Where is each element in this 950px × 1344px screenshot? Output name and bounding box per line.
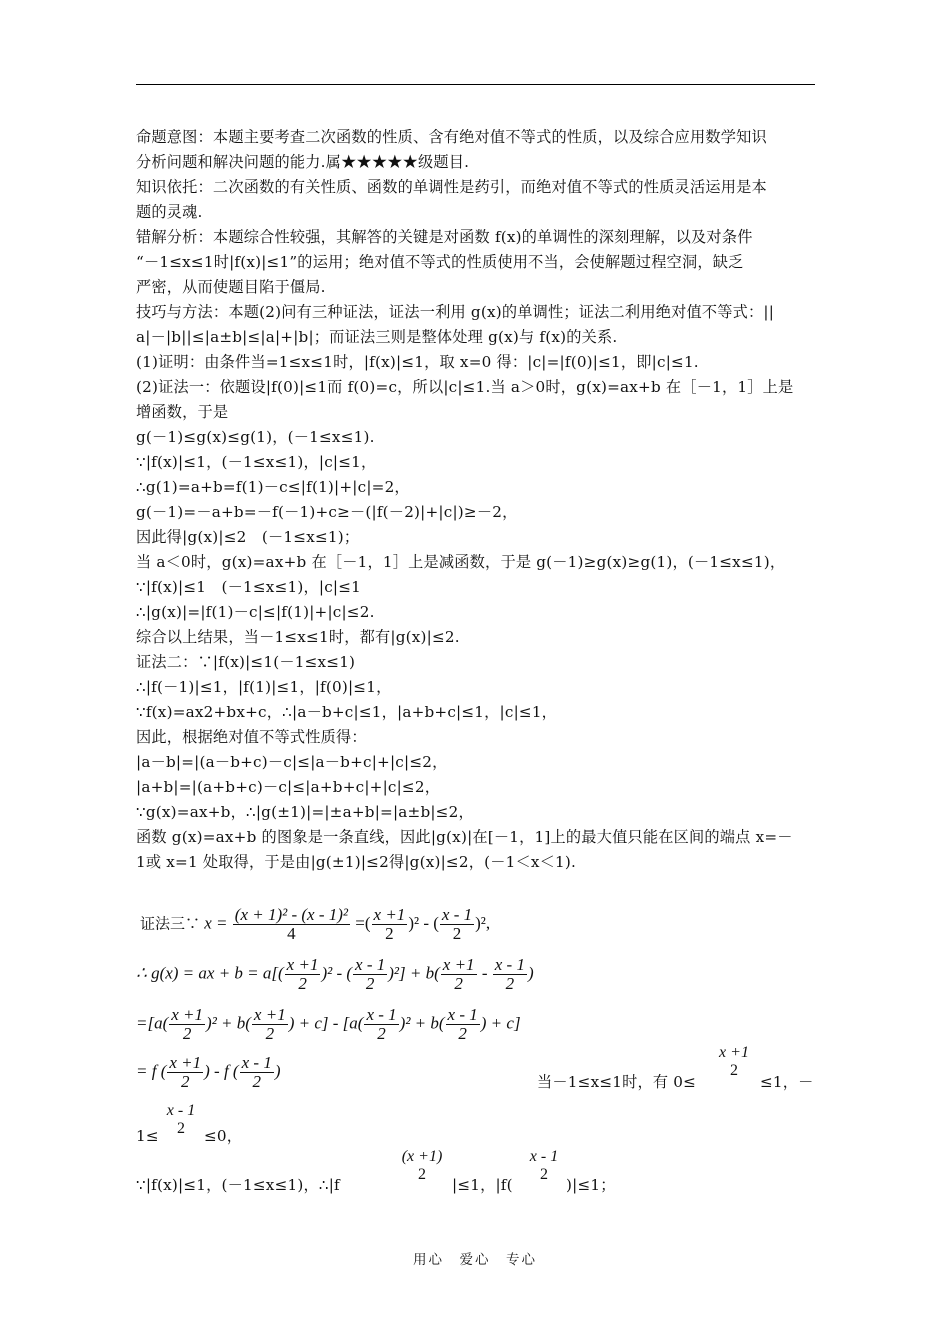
text-line: 知识依托：二次函数的有关性质、函数的单调性是药引，而绝对值不等式的性质灵活运用是本 — [136, 178, 767, 196]
text-line: 错解分析：本题综合性较强，其解答的关键是对函数 f(x)的单调性的深刻理解，以及对条件 — [136, 228, 753, 246]
text-line: 命题意图：本题主要考查二次函数的性质、含有绝对值不等式的性质，以及综合应用数学知识 — [136, 128, 767, 146]
header-rule — [136, 84, 815, 85]
text-line: 因此得|g(x)|≤2 (－1≤x≤1)； — [136, 528, 360, 546]
text-line: 证法二：∵|f(x)|≤1(－1≤x≤1) — [136, 653, 356, 671]
text-line: a|－|b||≤|a±b|≤|a|+|b|；而证法三则是整体处理 g(x)与 f(x)的关系. — [136, 328, 618, 346]
frac-f-x-plus-1-over-2: (x +1) 2 — [401, 1148, 443, 1183]
text-line: 函数 g(x)=ax+b 的图象是一条直线，因此|g(x)|在[－1，1]上的最大值只能在区间的端点 x=－ — [136, 828, 793, 846]
text-line: 当 a＜0时，g(x)=ax+b 在［－1，1］上是减函数，于是 g(－1)≥g(x)≥g(1)，(－1≤x≤1)， — [136, 553, 786, 571]
text-line: g(－1)=－a+b=－f(－1)+c≥－(|f(－2)|+|c|)≥－2， — [136, 503, 518, 521]
proof3-eq1: 证法三∵ x = $\frac{\text{(x + 1)² - (x - 1)²}}{4}$ =( $\frac{x +1}{2}$ )² - ( $\frac{x - 1}{2}$ )², — [140, 905, 491, 943]
page-footer: 用心 爱心 专心 — [413, 1252, 537, 1268]
text-line: g(－1)≤g(x)≤g(1)，(－1≤x≤1). — [136, 428, 375, 446]
text-line: |a+b|=|(a+b+c)－c|≤|a+b+c|+|c|≤2， — [136, 778, 441, 796]
text-line: ∴|f(－1)|≤1，|f(1)|≤1，|f(0)|≤1， — [136, 678, 392, 696]
text-line: ∵f(x)=ax2+bx+c，∴|a－b+c|≤1，|a+b+c|≤1，|c|≤1， — [136, 703, 558, 721]
proof3-eq4: = f ( $\frac{x +1}{2}$ ) - f ( $\frac{x - 1}{2}$ ) — [136, 1053, 281, 1091]
text-line: 严密，从而使题目陷于僵局. — [136, 278, 326, 296]
frac-x-plus-1-over-2: x +1 2 — [719, 1044, 749, 1079]
text-line: (1)证明：由条件当=1≤x≤1时，|f(x)|≤1，取 x=0 得：|c|=|f(0)|≤1，即|c|≤1. — [136, 353, 699, 371]
proof3-range-text-4: ≤0， — [204, 1127, 243, 1145]
text-line: ∵g(x)=ax+b，∴|g(±1)|=|±a+b|=|a±b|≤2， — [136, 803, 474, 821]
proof3-final-text-1: ∵|f(x)|≤1，(－1≤x≤1)，∴|f — [136, 1176, 340, 1194]
frac-x-minus-1-over-2: x - 1 2 — [166, 1102, 196, 1137]
text-line: “－1≤x≤1时|f(x)|≤1”的运用；绝对值不等式的性质使用不当，会使解题过程空洞，缺乏 — [136, 253, 744, 271]
proof3-final-text-3: )|≤1； — [566, 1176, 616, 1194]
proof3-final-text-2: |≤1，|f( — [452, 1176, 513, 1194]
text-line: ∵|f(x)|≤1，(－1≤x≤1)，|c|≤1， — [136, 453, 377, 471]
proof3-range-text-1: 当－1≤x≤1时，有 0≤ — [537, 1073, 697, 1091]
text-line: ∵|f(x)|≤1 (－1≤x≤1)，|c|≤1 — [136, 578, 362, 596]
text-line: 增函数，于是 — [136, 403, 229, 421]
proof3-eq3: =[a( $\frac{x +1}{2}$ )² + b( $\frac{x +1}{2}$ ) + c] - [a( $\frac{x - 1}{2}$ )² + b( $\frac{x - 1}{2}$ ) + c] — [136, 1005, 521, 1043]
text-line: 分析问题和解决问题的能力.属★★★★★级题目. — [136, 153, 470, 171]
text-line: ∴|g(x)|=|f(1)－c|≤|f(1)|+|c|≤2. — [136, 603, 375, 621]
text-line: 综合以上结果，当－1≤x≤1时，都有|g(x)|≤2. — [136, 628, 460, 646]
text-line: 技巧与方法：本题(2)问有三种证法，证法一利用 g(x)的单调性；证法二利用绝对值不等式：|| — [136, 303, 775, 321]
proof3-eq2: ∴ g(x) = ax + b = a[( $\frac{x +1}{2}$ )² - ( $\frac{x - 1}{2}$ )²] + b( $\frac{x +1}{2}$ - $\frac{x - 1}{2}$ ) — [136, 955, 534, 993]
text-line: ∴g(1)=a+b=f(1)－c≤|f(1)|+|c|=2， — [136, 478, 410, 496]
text-line: (2)证法一：依题设|f(0)|≤1而 f(0)=c，所以|c|≤1.当 a＞0时，g(x)=ax+b 在［－1，1］上是 — [136, 378, 794, 396]
text-line: |a－b|=|(a－b+c)－c|≤|a－b+c|+|c|≤2， — [136, 753, 448, 771]
proof3-range-text-3: 1≤ — [136, 1127, 159, 1145]
text-line: 1或 x=1 处取得，于是由|g(±1)|≤2得|g(x)|≤2，(－1＜x＜1). — [136, 853, 577, 871]
frac-f-x-minus-1-over-2: x - 1 2 — [529, 1148, 559, 1183]
proof3-range-text-2: ≤1，－ — [760, 1073, 814, 1091]
text-line: 因此，根据绝对值不等式性质得： — [136, 728, 367, 746]
text-line: 题的灵魂. — [136, 203, 203, 221]
